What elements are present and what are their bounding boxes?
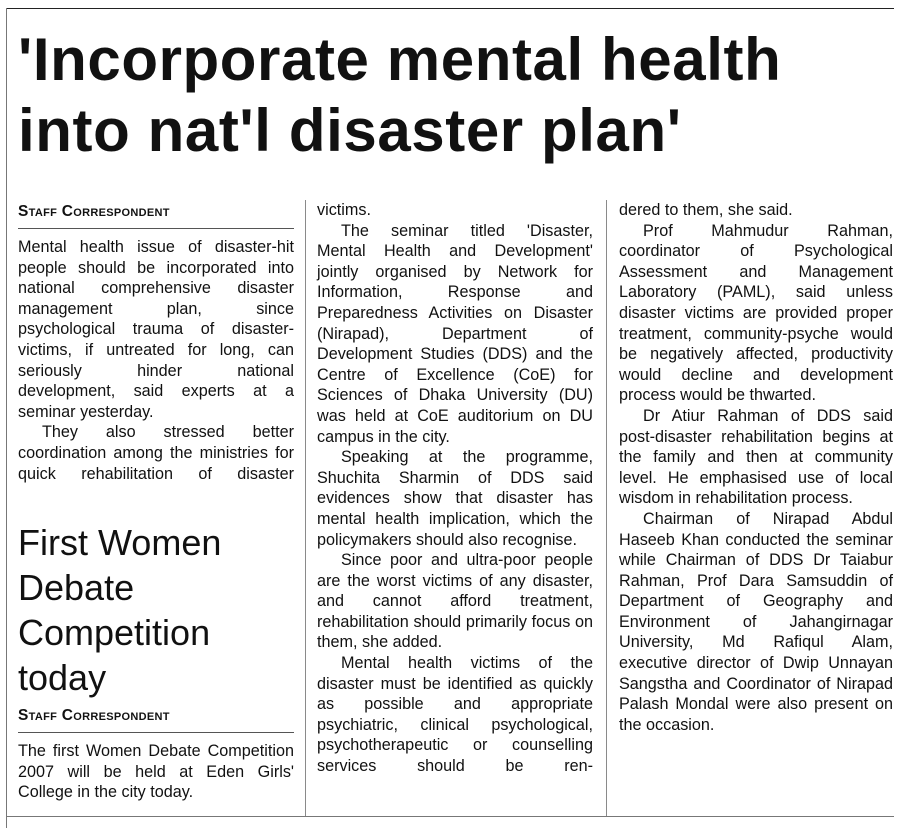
story1-continuation-victims: victims. [317, 201, 371, 219]
story1-paragraph-2: They also stressed better coordination among the ministries for quick rehabilitation of disaster [18, 423, 294, 483]
byline-rule [18, 228, 294, 229]
column-divider-2 [606, 200, 607, 816]
story2-byline [18, 706, 294, 726]
story2-body: The first Women Debate Competition 2007 will be held at Eden Girls' College in the city today. [18, 742, 294, 802]
story1-paragraph-4: Speaking at the programme, Shuchita Sharmin of DDS said evidences show that disaster has mental health implication, which the policymakers should also recognise. [317, 448, 593, 549]
headline [18, 24, 894, 166]
headline-line-2: into nat'l disaster plan' [18, 97, 682, 164]
column-2 [317, 200, 593, 777]
story2-title-line-4: today [18, 657, 107, 699]
story1-paragraph-8: Dr Atiur Rahman of DDS said post-disaster rehabilitation begins at the family and then at community level. He emphasised use of local wisdom in rehabilitation process. [619, 406, 893, 508]
column-3 [619, 200, 893, 735]
story1-paragraph-5: Since poor and ultra-poor people are the worst victims of any disaster, and cannot afford treatment, rehabilitation should primarily focus on them, she added. [317, 551, 593, 652]
story2-byline-text: Staff Correspondent [18, 707, 170, 725]
bottom-rule [6, 816, 894, 817]
column-divider-1 [305, 200, 306, 816]
story2-title-line-3: Competition [18, 612, 211, 654]
column-1 [18, 200, 294, 803]
story1-continuation-rendered: dered to them, she said. [619, 201, 793, 219]
story1-paragraph-6: Mental health victims of the disaster must be identified as quickly as possible and appropriate psychiatric, clinical psychological, psychotherapeutic or counselling services should be ren- [317, 654, 593, 776]
story1-paragraph-7: Prof Mahmudur Rahman, coordinator of Psychological Assessment and Management Laboratory (PAML), said unless disaster victims are provided proper treatment, community-psyche would be negatively affected, productivity would decline and development process would be thwarted. [619, 221, 893, 405]
left-border [6, 8, 7, 828]
story1-paragraph-9: Chairman of Nirapad Abdul Haseeb Khan conducted the seminar while Chairman of DDS Dr Taiabur Rahman, Prof Dara Samsuddin of Department of Geography and Environment of Jahangirnagar University, Md Rafiqul Alam, executive director of Dwip Unnayan Sangstha and Coordinator of Nirapad Palash Mondal were also present on the occasion. [619, 509, 893, 734]
headline-line-1: 'Incorporate mental health [18, 26, 782, 93]
top-rule [6, 8, 894, 9]
story2-title-line-2: Debate [18, 567, 135, 609]
story1-byline-text: Staff Correspondent [18, 203, 170, 220]
story1-paragraph-3: The seminar titled 'Disaster, Mental Health and Development' jointly organised by Network for Information, Response and Preparedness Activities on Disaster (Nirapad), Department of Development Studies (DDS) and the Centre of Excellence (CoE) for Sciences of Dhaka University (DU) was held at CoE auditorium on DU campus in the city. [317, 221, 593, 446]
story2-title [18, 520, 294, 700]
story1-byline [18, 202, 294, 222]
story1-paragraph-1: Mental health issue of disaster-hit people should be incorporated into national comprehensive disaster management plan, since psychological trauma of disaster-victims, if untreated for long, can seriously hinder national development, said experts at a seminar yesterday. [18, 238, 294, 421]
story2-byline-rule [18, 732, 294, 733]
story2-title-line-1: First Women [18, 522, 222, 564]
